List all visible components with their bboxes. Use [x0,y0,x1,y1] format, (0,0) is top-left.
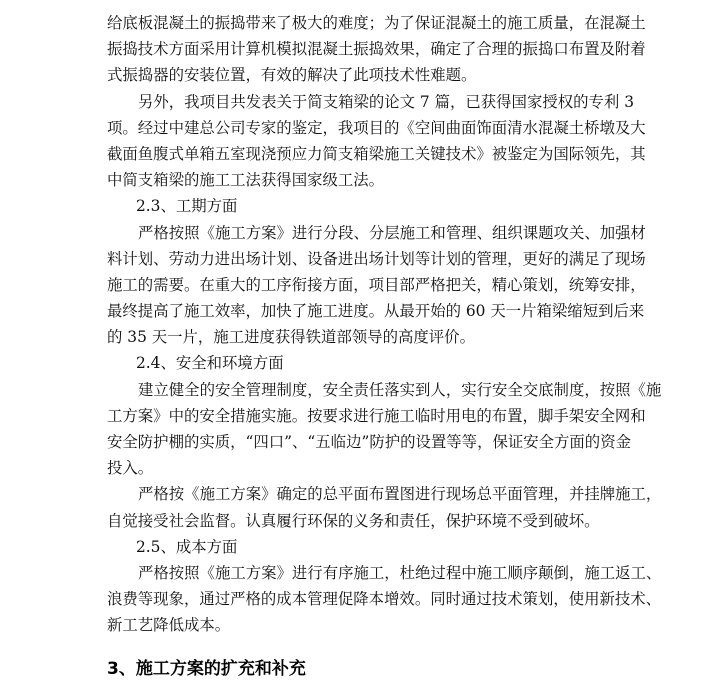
subsection-heading: 2.5、成本方面 [136,537,238,556]
body-line: 料计划、劳动力进出场计划、设备进出场计划等计划的管理，更好的满足了现场 [107,249,646,268]
body-line: 施工的需要。在重大的工序衔接方面，项目部严格把关，精心策划，统筹安排， [107,275,646,294]
body-line: 中简支箱梁的施工工法获得国家级工法。 [107,171,385,190]
body-line: 另外，我项目共发表关于简支箱梁的论文 7 篇，已获得国家授权的专利 3 [138,92,634,111]
body-line: 截面鱼腹式单箱五室现浇预应力简支箱梁施工关键技术》被鉴定为国际领先，其 [107,144,646,163]
body-line: 给底板混凝土的振捣带来了极大的难度；为了保证混凝土的施工质量，在混凝土 [107,14,646,32]
section-heading: 3、施工方案的扩充和补充 [107,659,306,679]
body-line: 严格按照《施工方案》进行分段、分层施工和管理、组织课题攻关、加强材 [138,223,646,242]
body-line: 项。经过中建总公司专家的鉴定，我项目的《空间曲面饰面清水混凝土桥墩及大 [107,118,646,137]
body-line: 新工艺降低成本。 [107,616,231,635]
subsection-heading: 2.4、安全和环境方面 [136,354,284,373]
body-line: 浪费等现象，通过严格的成本管理促降本增效。同时通过技术策划，使用新技术、 [107,590,662,609]
body-line: 自觉接受社会监督。认真履行环保的义务和责任，保护环境不受到破坏。 [107,511,600,530]
body-line: 最终提高了施工效率，加快了施工进度。从最开始的 60 天一片箱梁缩短到后来 [107,302,645,321]
body-line: 的 35 天一片，施工进度获得铁道部领导的高度评价。 [107,328,475,347]
body-line: 安全防护棚的实质，“四口”、“五临边”防护的设置等等，保证安全方面的资金 [107,433,631,451]
body-line: 工方案》中的安全措施实施。按要求进行施工临时用电的布置，脚手架安全网和 [107,406,646,425]
document-body [107,10,662,639]
body-line: 严格按照《施工方案》进行有序施工，杜绝过程中施工顺序颠倒，施工返工、 [138,563,662,582]
body-line: 式振捣器的安装位置，有效的解决了此项技术性难题。 [107,66,477,85]
subsection-heading: 2.3、工期方面 [136,197,238,216]
body-line: 投入。 [107,459,154,478]
body-line: 振捣技术方面采用计算机模拟混凝土振捣效果，确定了合理的振捣口布置及附着 [107,40,646,59]
body-line: 建立健全的安全管理制度，安全责任落实到人，实行安全交底制度，按照《施 [138,380,662,399]
body-line: 严格按《施工方案》确定的总平面布置图进行现场总平面管理，并挂牌施工， [138,485,662,504]
